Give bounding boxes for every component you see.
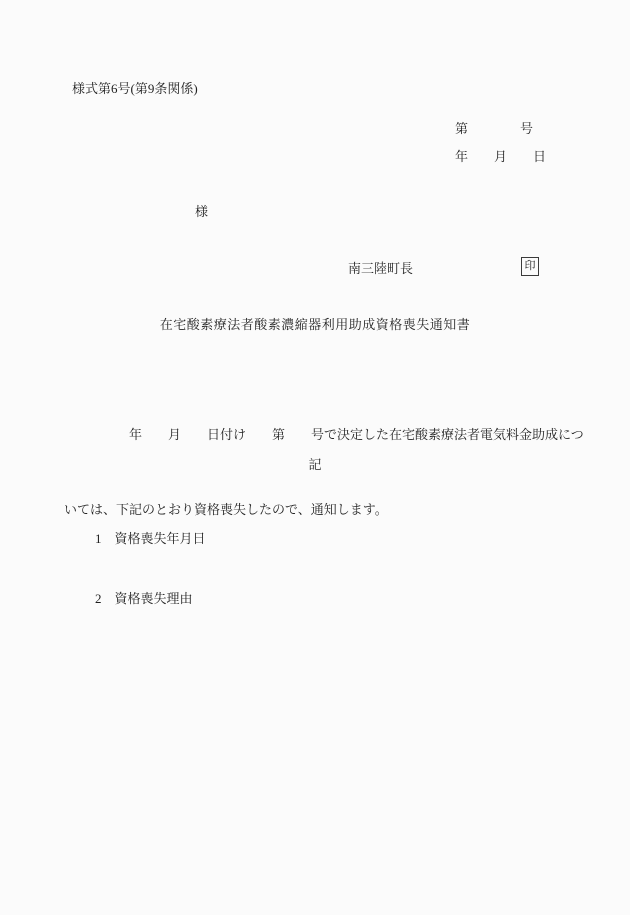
list-item — [82, 512, 206, 563]
body-line-2: いては、下記のとおり資格喪失したので、通知します。 — [64, 502, 388, 517]
document-title: 在宅酸素療法者酸素濃縮器利用助成資格喪失通知書 — [159, 317, 471, 332]
record-heading: 記 — [308, 457, 322, 472]
date-line: 年 月 日 — [455, 149, 547, 164]
item-number: 1 — [95, 531, 102, 546]
form-number: 様式第6号(第9条関係) — [72, 81, 198, 96]
item-number: 2 — [95, 591, 102, 606]
addressee-honorific: 様 — [195, 204, 209, 219]
seal-mark: 印 — [524, 260, 536, 272]
seal-placeholder-box — [521, 257, 539, 276]
document-number-line: 第 号 — [455, 121, 534, 136]
item-label: 資格喪失理由 — [114, 591, 193, 606]
list-item — [82, 572, 193, 623]
sender-title: 南三陸町長 — [348, 261, 414, 276]
body-line-1: 年 月 日付け 第 号で決定した在宅酸素療法者電気料金助成につ — [64, 427, 584, 442]
item-label: 資格喪失年月日 — [114, 531, 206, 546]
